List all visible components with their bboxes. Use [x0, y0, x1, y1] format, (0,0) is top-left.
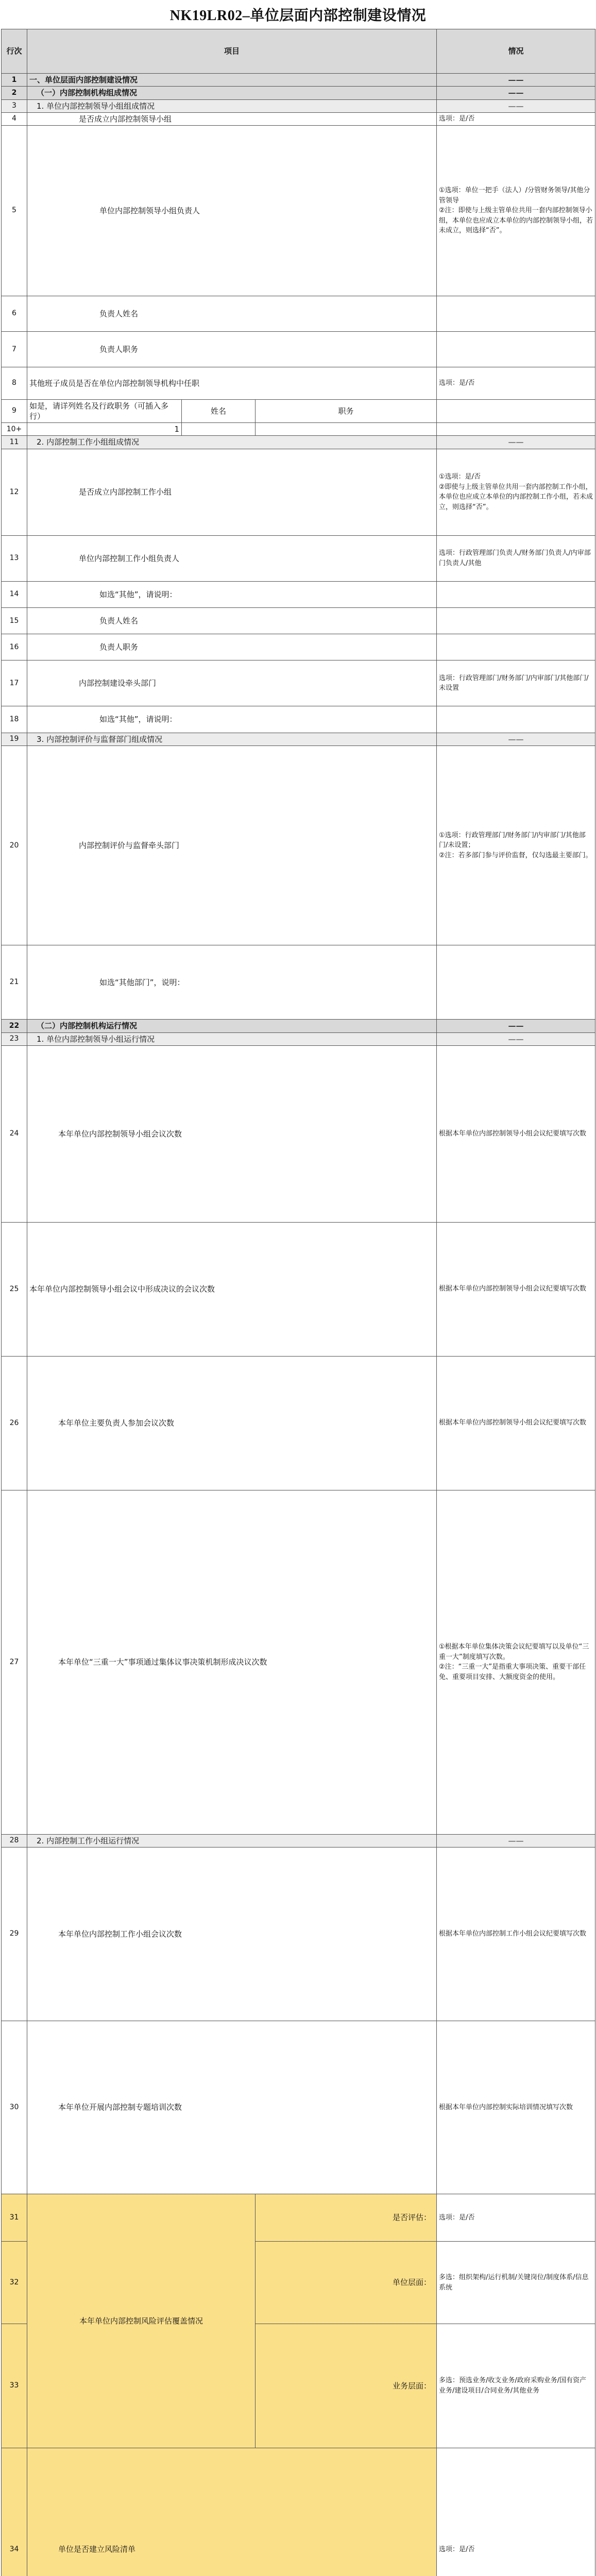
row-label: 本年单位内部控制领导小组会议次数 — [27, 1045, 437, 1222]
report-table — [1, 29, 595, 2576]
status-cell: 选项：是/否 — [437, 367, 595, 399]
status-cell: 选项：行政管理部门/财务部门/内审部门/其他部门/未设置 — [437, 660, 595, 706]
row-label: 如选“其他部门”，说明： — [27, 945, 437, 1020]
status-cell: —— — [437, 1032, 595, 1045]
table-row — [2, 1222, 595, 1356]
row-number: 10+ — [2, 423, 27, 436]
table-row — [2, 1490, 595, 1834]
row-label: 本年单位内部控制领导小组会议中形成决议的会议次数 — [27, 1222, 437, 1356]
row-number: 14 — [2, 581, 27, 607]
header-item: 项目 — [27, 29, 437, 74]
name-cell — [182, 423, 256, 436]
table-row — [2, 535, 595, 581]
table-row — [2, 1356, 595, 1490]
status-cell: —— — [437, 1834, 595, 1847]
row-number: 26 — [2, 1356, 27, 1490]
row-number: 1 — [2, 74, 27, 87]
row-number: 3 — [2, 99, 27, 112]
row-number: 2 — [2, 87, 27, 99]
row-label: 其他班子成员是否在单位内部控制领导机构中任职 — [27, 367, 437, 399]
status-cell: 根据本年单位内部控制实际培训情况填写次数 — [437, 2021, 595, 2194]
row-label: 单位内部控制工作小组负责人 — [27, 535, 437, 581]
row-label: 是否成立内部控制工作小组 — [27, 449, 437, 535]
row-number: 21 — [2, 945, 27, 1020]
row-label: 负责人姓名 — [27, 296, 437, 331]
table-row — [2, 660, 595, 706]
row-label: 负责人职务 — [27, 332, 437, 367]
status-cell: —— — [437, 436, 595, 449]
table-row — [2, 1032, 595, 1045]
status-cell: 多选：预选业务/收支业务/政府采购业务/国有资产业务/建设项目/合同业务/其他业务 — [437, 2324, 595, 2448]
status-cell — [437, 399, 595, 423]
row-number: 17 — [2, 660, 27, 706]
duty-column-header: 职务 — [256, 399, 437, 423]
table-row — [2, 745, 595, 945]
table-row — [2, 112, 595, 125]
row-label: 2. 内部控制工作小组运行情况 — [27, 1834, 437, 1847]
row-number: 12 — [2, 449, 27, 535]
sub-label: 单位层面： — [256, 2241, 437, 2324]
status-cell: —— — [437, 99, 595, 112]
table-row — [2, 634, 595, 660]
row-label: 负责人姓名 — [27, 607, 437, 634]
status-cell — [437, 332, 595, 367]
table-row — [2, 945, 595, 1020]
row-label: 本年单位开展内部控制专题培训次数 — [27, 2021, 437, 2194]
row-value: 1 — [27, 423, 182, 436]
status-cell: 选项：是/否 — [437, 112, 595, 125]
status-cell — [437, 607, 595, 634]
status-cell: 选项：行政管理部门负责人/财务部门负责人/内审部门负责人/其他 — [437, 535, 595, 581]
row-number: 27 — [2, 1490, 27, 1834]
status-cell — [437, 706, 595, 733]
status-cell: —— — [437, 733, 595, 745]
table-row — [2, 296, 595, 331]
status-cell — [437, 634, 595, 660]
status-cell: 根据本年单位内部控制领导小组会议纪要填写次数 — [437, 1045, 595, 1222]
status-cell — [437, 945, 595, 1020]
status-cell: —— — [437, 74, 595, 87]
table-row — [2, 99, 595, 112]
row-label: 如选“其他”，请说明： — [27, 581, 437, 607]
status-cell: ①选项：行政管理部门/财务部门/内审部门/其他部门/未设置； ②注：若多部门参与评价监督，仅勾选最主要部门。 — [437, 745, 595, 945]
sub-label: 是否评估： — [256, 2194, 437, 2242]
row-label: 单位是否建立风险清单 — [27, 2448, 437, 2576]
row-label: （一）内部控制机构组成情况 — [27, 87, 437, 99]
table-row — [2, 126, 595, 296]
row-number: 20 — [2, 745, 27, 945]
row-number: 11 — [2, 436, 27, 449]
table-row — [2, 2194, 595, 2242]
row-label: 本年单位内部控制风险评估覆盖情况 — [27, 2194, 256, 2448]
row-label: 本年单位内部控制工作小组会议次数 — [27, 1848, 437, 2021]
row-number: 22 — [2, 1020, 27, 1032]
row-label: 一、单位层面内部控制建设情况 — [27, 74, 437, 87]
table-row — [2, 74, 595, 87]
status-cell: —— — [437, 1020, 595, 1032]
row-number: 29 — [2, 1848, 27, 2021]
row-label: 内部控制建设牵头部门 — [27, 660, 437, 706]
table-row — [2, 581, 595, 607]
status-cell: 选项：是/否 — [437, 2448, 595, 2576]
row-number: 4 — [2, 112, 27, 125]
header-status: 情况 — [437, 29, 595, 74]
row-number: 25 — [2, 1222, 27, 1356]
header-row — [2, 29, 595, 74]
status-cell — [437, 581, 595, 607]
row-number: 13 — [2, 535, 27, 581]
row-number: 30 — [2, 2021, 27, 2194]
table-row — [2, 332, 595, 367]
row-number: 15 — [2, 607, 27, 634]
row-number: 19 — [2, 733, 27, 745]
row-label: 单位内部控制领导小组负责人 — [27, 126, 437, 296]
row-label: 3. 内部控制评价与监督部门组成情况 — [27, 733, 437, 745]
row-number: 7 — [2, 332, 27, 367]
table-row — [2, 2021, 595, 2194]
status-cell: 选项：是/否 — [437, 2194, 595, 2242]
table-row — [2, 2448, 595, 2576]
row-number: 9 — [2, 399, 27, 423]
row-number: 24 — [2, 1045, 27, 1222]
table-row — [2, 87, 595, 99]
row-label: 负责人职务 — [27, 634, 437, 660]
status-cell: —— — [437, 87, 595, 99]
row-number: 8 — [2, 367, 27, 399]
row-number: 23 — [2, 1032, 27, 1045]
table-row — [2, 706, 595, 733]
status-cell: 多选：组织架构/运行机制/关键岗位/制度体系/信息系统 — [437, 2241, 595, 2324]
row-label: 本年单位主要负责人参加会议次数 — [27, 1356, 437, 1490]
table-row — [2, 1848, 595, 2021]
table-row — [2, 1834, 595, 1847]
row-label: 是否成立内部控制领导小组 — [27, 112, 437, 125]
row-number: 34 — [2, 2448, 27, 2576]
row-label: 1. 单位内部控制领导小组运行情况 — [27, 1032, 437, 1045]
row-number: 32 — [2, 2241, 27, 2324]
row-label: 2. 内部控制工作小组组成情况 — [27, 436, 437, 449]
row-label: 本年单位“三重一大”事项通过集体议事决策机制形成决议次数 — [27, 1490, 437, 1834]
status-cell: 根据本年单位内部控制领导小组会议纪要填写次数 — [437, 1356, 595, 1490]
row-label: （二）内部控制机构运行情况 — [27, 1020, 437, 1032]
row-label: 如是，请详列姓名及行政职务（可插入多行） — [27, 399, 182, 423]
row-number: 33 — [2, 2324, 27, 2448]
row-number: 31 — [2, 2194, 27, 2242]
row-number: 6 — [2, 296, 27, 331]
row-number: 5 — [2, 126, 27, 296]
status-cell — [437, 423, 595, 436]
page-title: NK19LR02–单位层面内部控制建设情况 — [169, 8, 427, 24]
duty-cell — [256, 423, 437, 436]
table-row — [2, 423, 595, 436]
table-row — [2, 1045, 595, 1222]
row-number: 18 — [2, 706, 27, 733]
table-row — [2, 367, 595, 399]
table-row — [2, 607, 595, 634]
name-column-header: 姓名 — [182, 399, 256, 423]
table-row — [2, 733, 595, 745]
status-cell: ①选项：是/否 ②即使与上级主管单位共用一套内部控制工作小组，本单位也应成立本单位的内部控制工作小组，若未成立，则选择“否”。 — [437, 449, 595, 535]
table-row — [2, 449, 595, 535]
status-cell: 根据本年单位内部控制领导小组会议纪要填写次数 — [437, 1222, 595, 1356]
table-row — [2, 399, 595, 423]
row-label: 如选“其他”，请说明： — [27, 706, 437, 733]
status-cell: ①选项：单位一把手（法人）/分管财务领导/其他分管领导 ②注：即使与上级主管单位共用一套内部控制领导小组，本单位也应成立本单位的内部控制领导小组，若未成立，则选择“否”。 — [437, 126, 595, 296]
status-cell — [437, 296, 595, 331]
row-number: 28 — [2, 1834, 27, 1847]
row-label: 1. 单位内部控制领导小组组成情况 — [27, 99, 437, 112]
sub-label: 业务层面： — [256, 2324, 437, 2448]
table-row — [2, 436, 595, 449]
table-row — [2, 1020, 595, 1032]
row-number: 16 — [2, 634, 27, 660]
status-cell: ①根据本年单位集体决策会议纪要填写以及单位“三重一大”制度填写次数。 ②注：“三重一大”是指重大事项决策、重要干部任免、重要项目安排、大额度资金的使用。 — [437, 1490, 595, 1834]
status-cell: 根据本年单位内部控制工作小组会议纪要填写次数 — [437, 1848, 595, 2021]
row-label: 内部控制评价与监督牵头部门 — [27, 745, 437, 945]
header-row-no: 行次 — [2, 29, 27, 74]
